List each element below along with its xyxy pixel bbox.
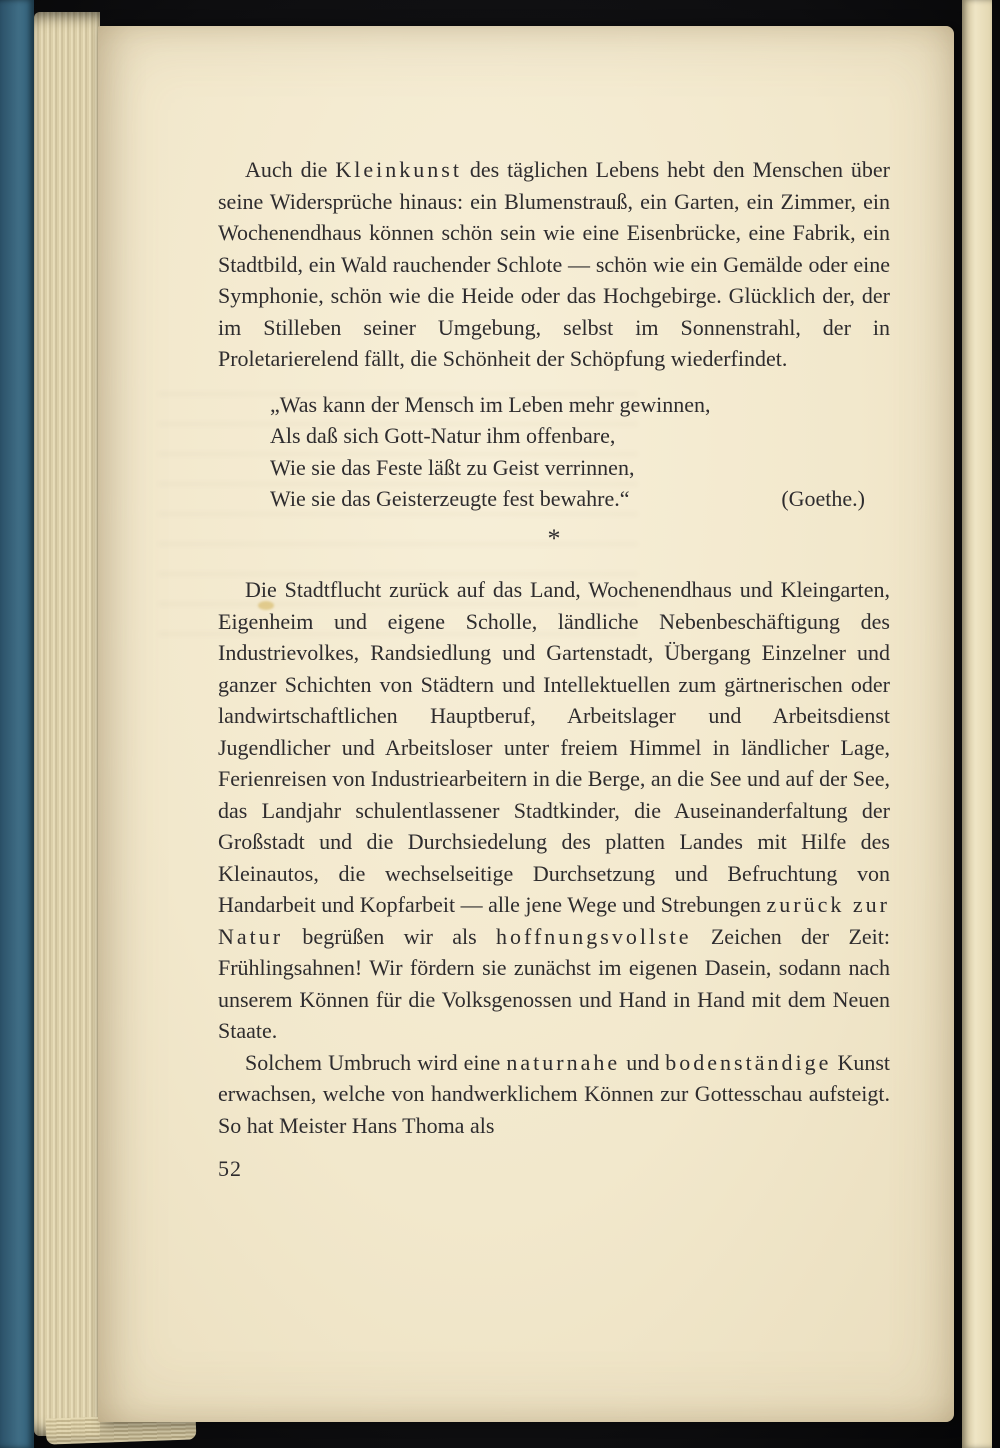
next-page-edge — [962, 0, 992, 1448]
page-text — [218, 154, 890, 1185]
paragraph-2-text: begrüßen wir als — [283, 923, 497, 949]
paragraph-2-text: Die Stadtflucht zurück auf das Land, Wochenendhaus und Kleingarten, Eigenheim und eigene Scholle, ländliche Nebenbeschäftigung des Industrievolkes, Randsiedlung und Gartenstadt, Übergang Einzelner und ganzer Schichten von Städtern und Intellektuellen zum gärtnerischen oder landwirtschaftlichen Hauptberuf, Arbeitslager und Arbeitsdienst Jugendlicher und Arbeitsloser unter freiem Himmel in ländlicher Lage, Ferienreisen von Industriearbeitern in die Berge, an die See und auf der See, das Landjahr schulentlassener Stadtkinder, die Auseinanderfaltung der Großstadt und die Durchsiedelung des platten Landes mit Hilfe des Kleinautos, die wechselseitige Durchsetzung und Befruchtung von Handarbeit und Kopfarbeit — alle jene Wege und Strebungen — [218, 577, 890, 917]
paragraph-1 — [218, 154, 890, 375]
paragraph-3-text: und — [620, 1049, 666, 1075]
page-number: 52 — [218, 1156, 242, 1181]
paragraph-1-text: Auch die — [245, 157, 336, 182]
letterspaced-word: naturnahe — [506, 1049, 621, 1075]
poem-line: Wie sie das Geisterzeugte fest bewahre.“ — [270, 486, 630, 511]
paragraph-1-text: des täglichen Lebens hebt den Menschen über seine Widersprüche hinaus: ein Blumenstrauß, ein Garten, ein Zimmer, ein Wochenendhaus können schön sein wie eine Eisenbrücke, eine Fabrik, ein Stadtbild, ein Wald rauchender Schlote — schön wie ein Gemälde oder eine Symphonie, schön wie die Heide oder das Hochgebirge. Glücklich der, der im Stilleben seiner Umgebung, selbst im Sonnenstrahl, der in Proletarierelend fällt, die Schönheit der Schöpfung wiederfindet. — [218, 157, 891, 371]
letterspaced-word: Kleinkunst — [335, 157, 462, 182]
book-page — [98, 26, 954, 1422]
letterspaced-phrase: zurück zur Natur — [218, 892, 890, 949]
letterspaced-word: bodenständige — [665, 1049, 832, 1075]
letterspaced-word: hoffnungsvollste — [496, 923, 692, 949]
poem-attribution: (Goethe.) — [781, 486, 865, 511]
paragraph-3-text: Kunst erwachsen, welche von handwerklichem Können zur Gottesschau aufsteigt. So hat Meister Hans Thoma als — [218, 1049, 890, 1138]
book-cover-edge — [0, 0, 34, 1448]
paragraph-2 — [218, 574, 890, 1047]
poem-line: „Was kann der Mensch im Leben mehr gewinnen, — [270, 391, 711, 417]
poem-line: Als daß sich Gott-Natur ihm offenbare, — [270, 423, 616, 448]
paragraph-3 — [218, 1047, 890, 1142]
paragraph-2-text: Zeichen der Zeit: Frühlingsahnen! Wir fördern sie zunächst im eigenen Dasein, sodann nach unserem Können für die Volksgenossen und Hand in Hand mit dem Neuen Staate. — [218, 923, 890, 1043]
section-separator: * — [547, 523, 561, 553]
paragraph-3-text: Solchem Umbruch wird eine — [245, 1049, 507, 1075]
poem-block — [270, 389, 890, 515]
page-stack-left — [34, 12, 100, 1436]
poem-line: Wie sie das Feste läßt zu Geist verrinnen, — [270, 454, 635, 480]
